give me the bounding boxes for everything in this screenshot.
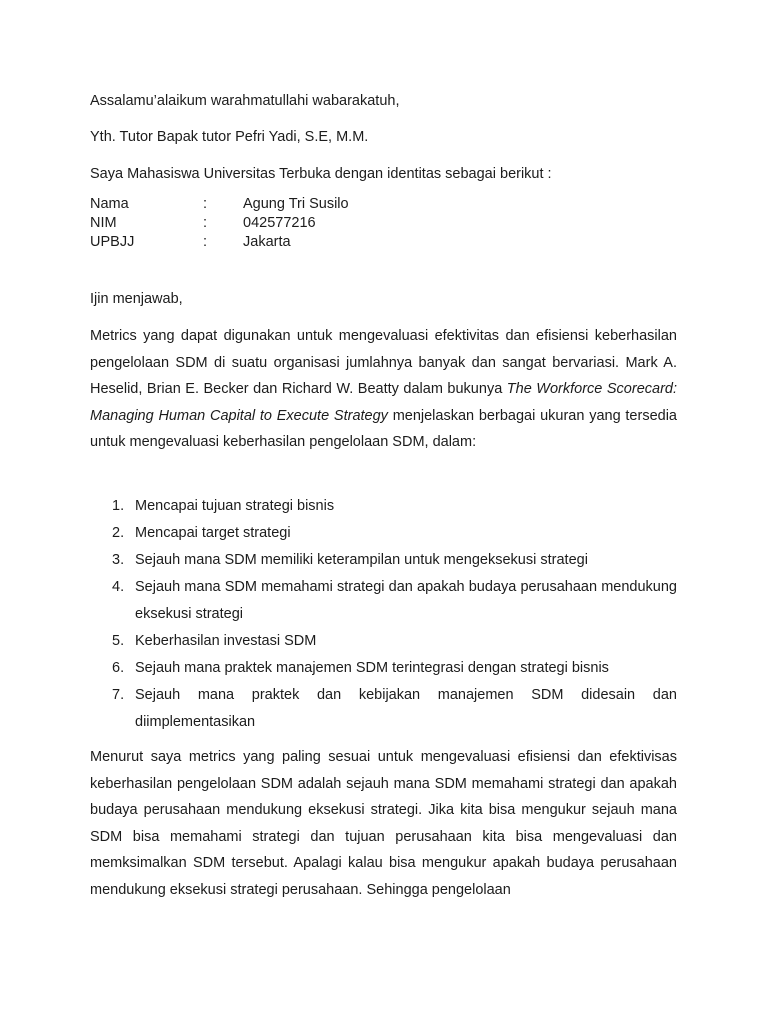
paragraph-text: Metrics yang dapat digunakan untuk mengevaluasi efektivitas dan efisiensi keberhasilan pengelolaan SDM di suatu organisasi jumlahnya banyak dan sangat bervariasi. Mark A. Heselid, Brian E. Becker dan Richard W. Beatty dalam bukunya — [90, 328, 677, 398]
list-item — [90, 655, 677, 682]
identity-value: Agung Tri Susilo — [243, 196, 349, 212]
list-item — [90, 628, 677, 655]
identity-value: 042577216 — [243, 215, 316, 231]
list-item-text: Mencapai target strategi — [135, 525, 291, 541]
list-item-text: Sejauh mana SDM memiliki keterampilan untuk mengeksekusi strategi — [135, 552, 588, 568]
list-item — [90, 493, 677, 520]
identity-row-upbjj — [90, 233, 349, 252]
list-item — [90, 574, 677, 628]
metrics-list — [90, 493, 677, 736]
list-number: 4. — [112, 579, 125, 595]
identity-row-nim — [90, 214, 349, 233]
list-number: 7. — [112, 687, 125, 703]
list-item-text: Sejauh mana SDM memahami strategi dan apakah budaya perusahaan mendukung eksekusi strategi — [135, 579, 677, 622]
list-number: 6. — [112, 660, 125, 676]
paragraph-metrics-intro — [90, 323, 677, 456]
list-item-text: Mencapai tujuan strategi bisnis — [135, 498, 335, 514]
list-item — [90, 547, 677, 574]
identity-row-nama — [90, 195, 349, 214]
list-item-text: Sejauh mana praktek dan kebijakan manajemen SDM didesain dan diimplementasikan — [135, 687, 677, 730]
identity-value: Jakarta — [243, 234, 291, 250]
list-number: 3. — [112, 552, 125, 568]
identity-label: UPBJJ — [90, 234, 135, 250]
list-number: 2. — [112, 525, 125, 541]
identity-colon: : — [203, 215, 208, 231]
list-number: 5. — [112, 633, 125, 649]
identity-colon: : — [203, 196, 208, 212]
identity-label: Nama — [90, 196, 129, 212]
list-item-text: Sejauh mana praktek manajemen SDM terintegrasi dengan strategi bisnis — [135, 660, 609, 676]
identity-label: NIM — [90, 215, 117, 231]
greeting: Assalamu’alaikum warahmatullahi wabarakatuh, — [90, 93, 400, 109]
paragraph-text: menjelaskan berbagai ukuran yang tersedia untuk mengevaluasi keberhasilan pengelolaan SDM, dalam: — [90, 407, 677, 451]
list-item — [90, 682, 677, 736]
paragraph-opinion: Menurut saya metrics yang paling sesuai untuk mengevaluasi efisiensi dan efektivisas keberhasilan pengelolaan SDM adalah sejauh mana SDM memahami strategi dan apakah budaya perusahaan mendukung eksekusi strategi. Jika kita bisa mengukur sejauh mana SDM bisa memahami strategi dan tujuan perusahaan kita bisa mengevaluasi dan memksimalkan SDM tersebut. Apalagi kalau bisa mengukur apakah budaya perusahaan mendukung eksekusi strategi perusahaan. Sehingga pengelolaan — [90, 749, 677, 898]
list-item — [90, 520, 677, 547]
book-title: The Workforce Scorecard: Managing Human Capital to Execute Strategy — [90, 381, 677, 424]
intro-sentence: Saya Mahasiswa Universitas Terbuka dengan identitas sebagai berikut : — [90, 166, 552, 182]
identity-colon: : — [203, 234, 208, 250]
answer-lead: Ijin menjawab, — [90, 291, 183, 307]
addressee: Yth. Tutor Bapak tutor Pefri Yadi, S.E, M.M. — [90, 129, 369, 145]
list-number: 1. — [112, 498, 125, 514]
identity-table — [90, 195, 349, 252]
list-item-text: Keberhasilan investasi SDM — [135, 633, 317, 649]
